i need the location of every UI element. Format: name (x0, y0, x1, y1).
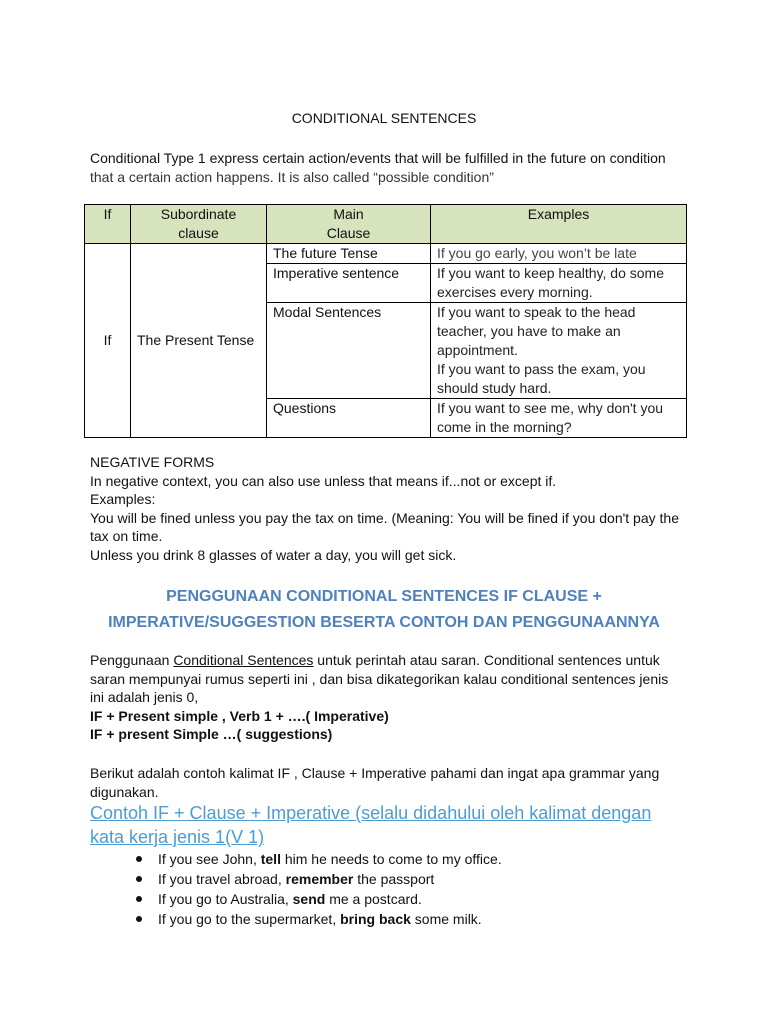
contoh-heading[interactable] (90, 801, 651, 849)
bullet-icon (136, 856, 142, 862)
contoh-heading-line: Contoh IF + Clause + Imperative (selalu didahului oleh kalimat dengan (90, 803, 652, 823)
negative-line: tax on time. (90, 528, 163, 544)
section-heading-line: PENGGUNAAN CONDITIONAL SENTENCES IF CLAUSE + (166, 588, 602, 605)
header-text: Subordinate (160, 206, 237, 222)
negative-line: You will be fined unless you pay the tax on time. (Meaning: You will be fined if you don't pay the (90, 509, 679, 526)
if-cell: If (85, 244, 131, 438)
section-heading-line: IMPERATIVE/SUGGESTION BESERTA CONTOH DAN PENGGUNAANNYA (108, 614, 660, 631)
example-cell (431, 244, 687, 264)
bullet-text: If you see John, (158, 851, 261, 867)
example-line: If you want to pass the exam, you (437, 361, 646, 377)
header-subordinate-clause (131, 205, 267, 244)
table-row (85, 244, 687, 264)
bullet-icon (136, 916, 142, 922)
main-clause-cell: The future Tense (267, 244, 431, 264)
bullet-text: If you travel abroad, (158, 871, 286, 887)
bullet-verb: send (292, 891, 326, 907)
usage-line: ini adalah jenis 0, (90, 689, 199, 705)
conditional-table (84, 204, 687, 438)
bullet-text: some milk. (410, 911, 482, 927)
contoh-heading-line: kata kerja jenis 1(V 1) (90, 827, 265, 847)
negative-line: Unless you drink 8 glasses of water a day, you will get sick. (90, 546, 457, 563)
main-clause-cell: Modal Sentences (267, 303, 431, 399)
examples-intro-paragraph (90, 764, 659, 801)
example-line: If you go early, you won’t be late (437, 245, 637, 261)
bullet-text: him he needs to come to my office. (280, 851, 502, 867)
negative-heading: NEGATIVE FORMS (90, 454, 215, 470)
bullet-verb: remember (285, 871, 354, 887)
intro-line: Conditional Type 1 express certain action/events that will be fulfilled in the future on condition (90, 150, 666, 166)
usage-text: untuk perintah atau saran. Conditional sentences untuk (313, 652, 660, 668)
examples-intro-line: Berikut adalah contoh kalimat IF , Clause + Imperative pahami dan ingat apa grammar yang (90, 765, 660, 781)
section-heading (0, 584, 768, 636)
header-main-clause (267, 205, 431, 244)
examples-intro-line: digunakan. (90, 783, 159, 800)
negative-line: Examples: (90, 491, 156, 507)
negative-forms-section (90, 453, 679, 564)
example-line: come in the morning? (437, 419, 572, 435)
header-text: clause (178, 225, 219, 241)
list-item (90, 909, 502, 929)
example-line: If you want to speak to the head (437, 304, 636, 320)
example-bullet-list (90, 849, 502, 929)
main-clause-cell: Imperative sentence (267, 264, 431, 303)
list-item (90, 889, 502, 909)
example-line: If you want to keep healthy, do some (437, 265, 664, 281)
header-if: If (85, 205, 131, 244)
usage-line: saran mempunyai rumus seperti ini , dan bisa dikategorikan kalau conditional sentences jenis (90, 670, 669, 687)
table-header-row (85, 205, 687, 244)
bullet-icon (136, 876, 142, 882)
main-clause-cell: Questions (267, 399, 431, 438)
bullet-icon (136, 896, 142, 902)
example-line: should study hard. (437, 380, 552, 396)
intro-line: that a certain action happens. It is also called “possible condition” (90, 168, 494, 185)
example-line: If you want to see me, why don't you (437, 400, 664, 416)
list-item (90, 869, 502, 889)
bullet-text: If you go to the supermarket, (158, 911, 341, 927)
usage-paragraph (90, 651, 668, 744)
intro-paragraph (90, 149, 666, 186)
header-text: Main (333, 206, 364, 222)
usage-line (90, 651, 668, 670)
bullet-text: the passport (353, 871, 435, 887)
example-line: teacher, you have to make an (437, 323, 621, 339)
subordinate-cell: The Present Tense (131, 244, 267, 438)
example-line: exercises every morning. (437, 284, 593, 300)
example-cell (431, 264, 687, 303)
header-examples: Examples (431, 205, 687, 244)
usage-text: Penggunaan (90, 652, 174, 668)
formula-suggestions: IF + present Simple …( suggestions) (90, 726, 333, 742)
example-line: appointment. (437, 342, 518, 358)
bullet-text: me a postcard. (325, 891, 422, 907)
bullet-verb: bring back (340, 911, 411, 927)
formula-imperative: IF + Present simple , Verb 1 + ….( Imperative) (90, 707, 389, 724)
bullet-text: If you go to Australia, (158, 891, 293, 907)
example-cell (431, 399, 687, 438)
header-text: Clause (326, 225, 371, 241)
bullet-verb: tell (260, 851, 281, 867)
negative-line: In negative context, you can also use unless that means if...not or except if. (90, 472, 557, 489)
list-item (90, 849, 502, 869)
page-title: CONDITIONAL SENTENCES (291, 110, 477, 126)
example-cell (431, 303, 687, 399)
conditional-sentences-link[interactable]: Conditional Sentences (173, 652, 314, 668)
